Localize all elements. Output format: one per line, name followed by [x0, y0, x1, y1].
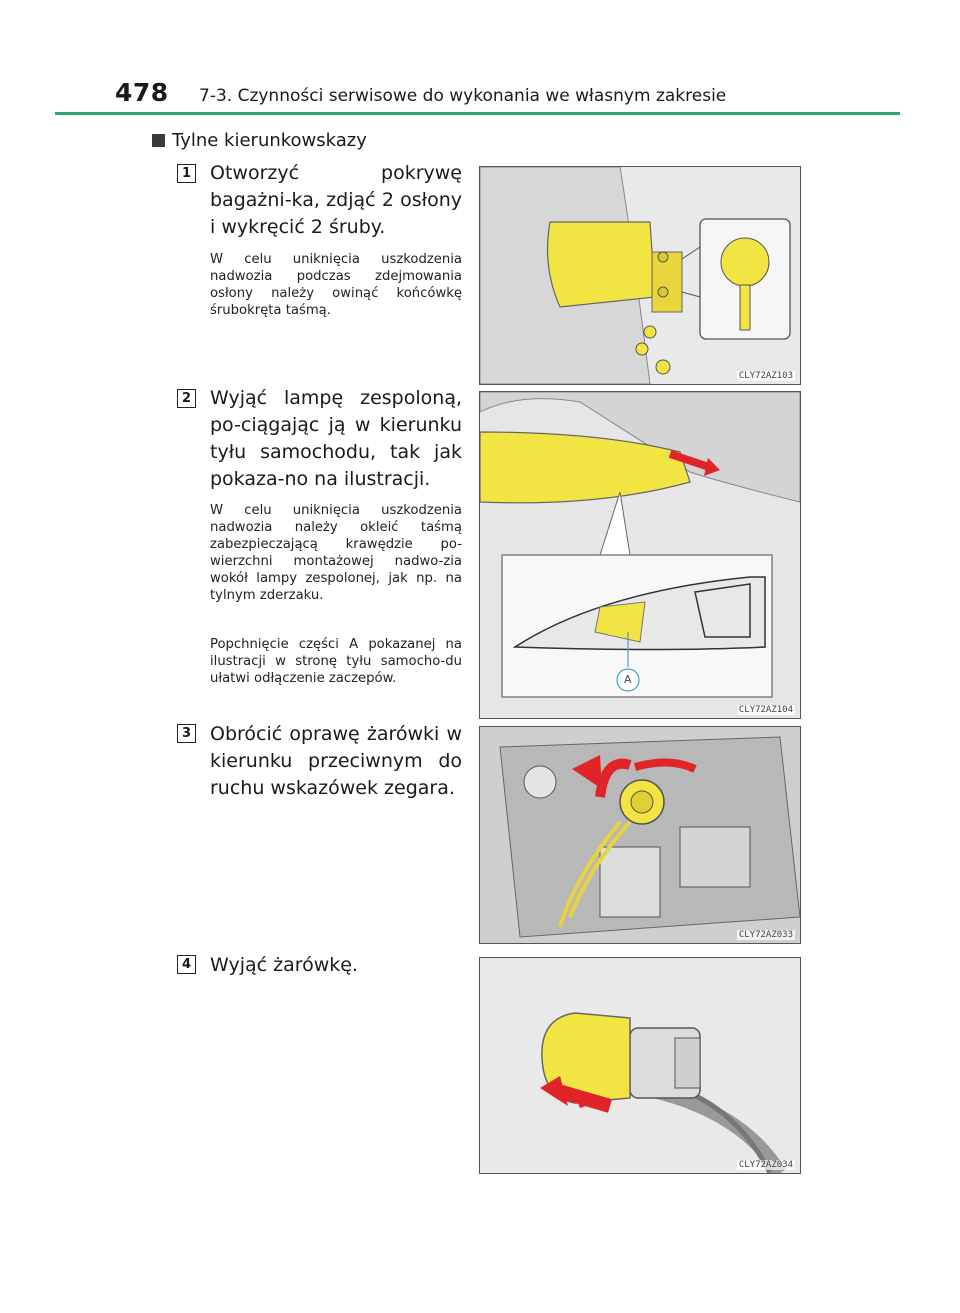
figure-step-3 — [479, 726, 801, 944]
taillight-cover-illustration — [480, 167, 800, 384]
step-number-4: 4 — [177, 955, 196, 974]
step-2-note-2: Popchnięcie części A pokazanej na ilustracji w stronę tyłu samocho-du ułatwi odłączenie zaczepów. — [210, 637, 462, 686]
figure-code: CLY72AZ033 — [738, 930, 793, 940]
bulb-socket-rotation-illustration — [480, 727, 800, 943]
step-number-1: 1 — [177, 164, 196, 183]
figure-step-1 — [479, 166, 801, 385]
step-number-2: 2 — [177, 389, 196, 408]
step-number-3: 3 — [177, 724, 196, 743]
bulb-removal-illustration — [480, 958, 800, 1173]
step-1-text: Otworzyć pokrywę bagażni-ka, zdjąć 2 osłony i wykręcić 2 śruby. — [210, 162, 462, 238]
step-2-note-1: W celu uniknięcia uszkodzenia nadwozia należy okleić taśmą zabezpieczającą krawędzie po-wierzchni montażowej nadwo-zia wokół lampy zespolonej, jak np. na tylnym zderzaku. — [210, 503, 462, 603]
section-title: 7-3. Czynności serwisowe do wykonania we własnym zakresie — [199, 86, 727, 106]
callout-a: A — [624, 673, 632, 686]
combination-lamp-removal-illustration — [480, 392, 800, 718]
subheading-text: Tylne kierunkowskazy — [172, 130, 367, 151]
figure-step-2 — [479, 391, 801, 719]
header-rule — [55, 112, 900, 115]
square-bullet-icon — [152, 134, 165, 147]
figure-code: CLY72AZ103 — [738, 371, 793, 381]
step-3-text: Obrócić oprawę żarówki w kierunku przeciwnym do ruchu wskazówek zegara. — [210, 723, 462, 799]
step-1-note: W celu uniknięcia uszkodzenia nadwozia podczas zdejmowania osłony należy owinąć końcówkę śrubokręta taśmą. — [210, 252, 462, 318]
page-header — [55, 78, 900, 118]
step-2-text: Wyjąć lampę zespoloną, po-ciągając ją w kierunku tyłu samochodu, tak jak pokaza-no na ilustracji. — [210, 387, 462, 490]
figure-step-4 — [479, 957, 801, 1174]
step-4-text: Wyjąć żarówkę. — [210, 954, 359, 976]
subheading — [152, 130, 367, 151]
figure-code: CLY72AZ034 — [738, 1160, 793, 1170]
figure-code: CLY72AZ104 — [738, 705, 793, 715]
page-number: 478 — [115, 78, 169, 107]
